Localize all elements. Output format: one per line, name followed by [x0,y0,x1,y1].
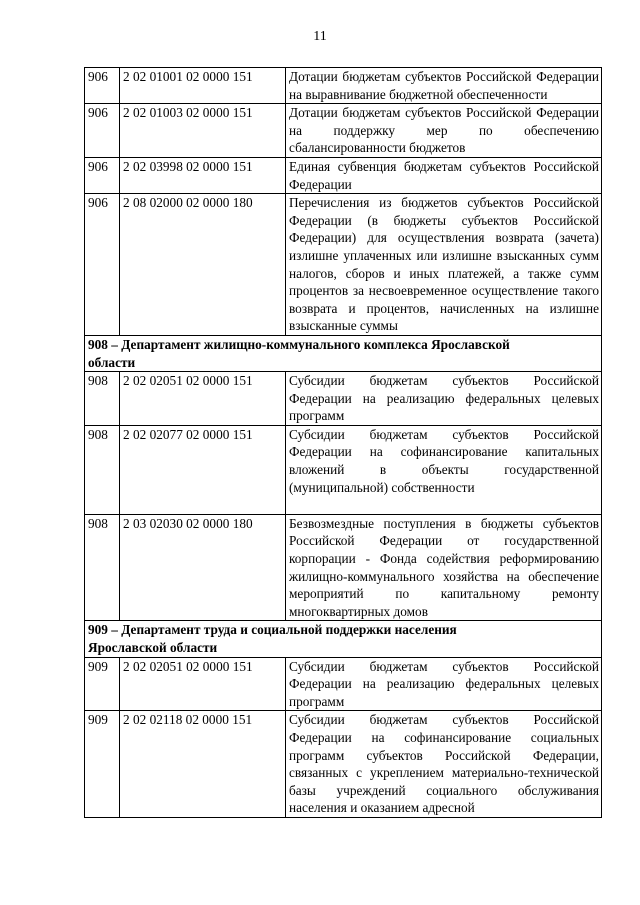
table-row [85,194,602,336]
section-header [85,335,602,371]
description-cell: Дотации бюджетам субъектов Российской Федерации на выравнивание бюджетной обеспеченности [286,68,602,104]
revenue-code-cell: 2 02 01003 02 0000 151 [120,104,286,158]
description-cell: Перечисления из бюджетов субъектов Российской Федерации (в бюджеты субъектов Российской Федерации) для осуществления возврата (зачета) излишне уплаченных или излишне взысканных сумм налогов, сборов и иных платежей, а также сумм процентов за несвоевременное осуществление такого возврата и процентов, начисленных на излишне взысканные суммы [286,194,602,336]
revenue-code-cell: 2 02 01001 02 0000 151 [120,68,286,104]
description-cell: Субсидии бюджетам субъектов Российской Федерации на реализацию федеральных целевых программ [286,372,602,426]
section-header-row [85,621,602,657]
admin-code-cell: 906 [85,68,120,104]
admin-code-cell: 909 [85,657,120,711]
revenue-codes-table [84,67,602,818]
table-row [85,711,602,818]
revenue-code-cell: 2 02 02077 02 0000 151 [120,425,286,514]
revenue-code-cell: 2 03 02030 02 0000 180 [120,514,286,621]
description-cell: Дотации бюджетам субъектов Российской Федерации на поддержку мер по обеспечению сбалансированности бюджетов [286,104,602,158]
table-row [85,68,602,104]
admin-code-cell: 906 [85,157,120,193]
table-row [85,372,602,426]
table-row [85,157,602,193]
description-cell: Субсидии бюджетам субъектов Российской Федерации на софинансирование капитальных вложений в объекты государственной (муниципальной) собственности [286,425,602,514]
admin-code-cell: 906 [85,104,120,158]
section-header [85,621,602,657]
admin-code-cell: 908 [85,372,120,426]
revenue-code-cell: 2 08 02000 02 0000 180 [120,194,286,336]
description-cell: Субсидии бюджетам субъектов Российской Федерации на софинансирование социальных программ субъектов Российской Федерации, связанных с укреплением материально-технической базы учреждений социального обслуживания населения и оказанием адресной [286,711,602,818]
page-number: 11 [313,29,327,44]
table-row [85,657,602,711]
admin-code-cell: 909 [85,711,120,818]
table-row [85,425,602,514]
revenue-code-cell: 2 02 02051 02 0000 151 [120,657,286,711]
section-header-row [85,335,602,371]
section-header-text: 909 – Департамент труда и социальной поддержки населения Ярославской области [88,622,457,656]
revenue-code-cell: 2 02 02051 02 0000 151 [120,372,286,426]
description-cell: Субсидии бюджетам субъектов Российской Федерации на реализацию федеральных целевых программ [286,657,602,711]
section-header-text: 908 – Департамент жилищно-коммунального комплекса Ярославской области [88,336,510,370]
table-row [85,514,602,621]
revenue-code-cell: 2 02 03998 02 0000 151 [120,157,286,193]
description-cell: Безвозмездные поступления в бюджеты субъектов Российской Федерации от государственной корпорации - Фонда содействия реформированию жилищно-коммунального хозяйства на обеспечение мероприятий по капитальному ремонту многоквартирных домов [286,514,602,621]
admin-code-cell: 908 [85,425,120,514]
admin-code-cell: 906 [85,194,120,336]
description-cell: Единая субвенция бюджетам субъектов Российской Федерации [286,157,602,193]
admin-code-cell: 908 [85,514,120,621]
table-row [85,104,602,158]
revenue-code-cell: 2 02 02118 02 0000 151 [120,711,286,818]
